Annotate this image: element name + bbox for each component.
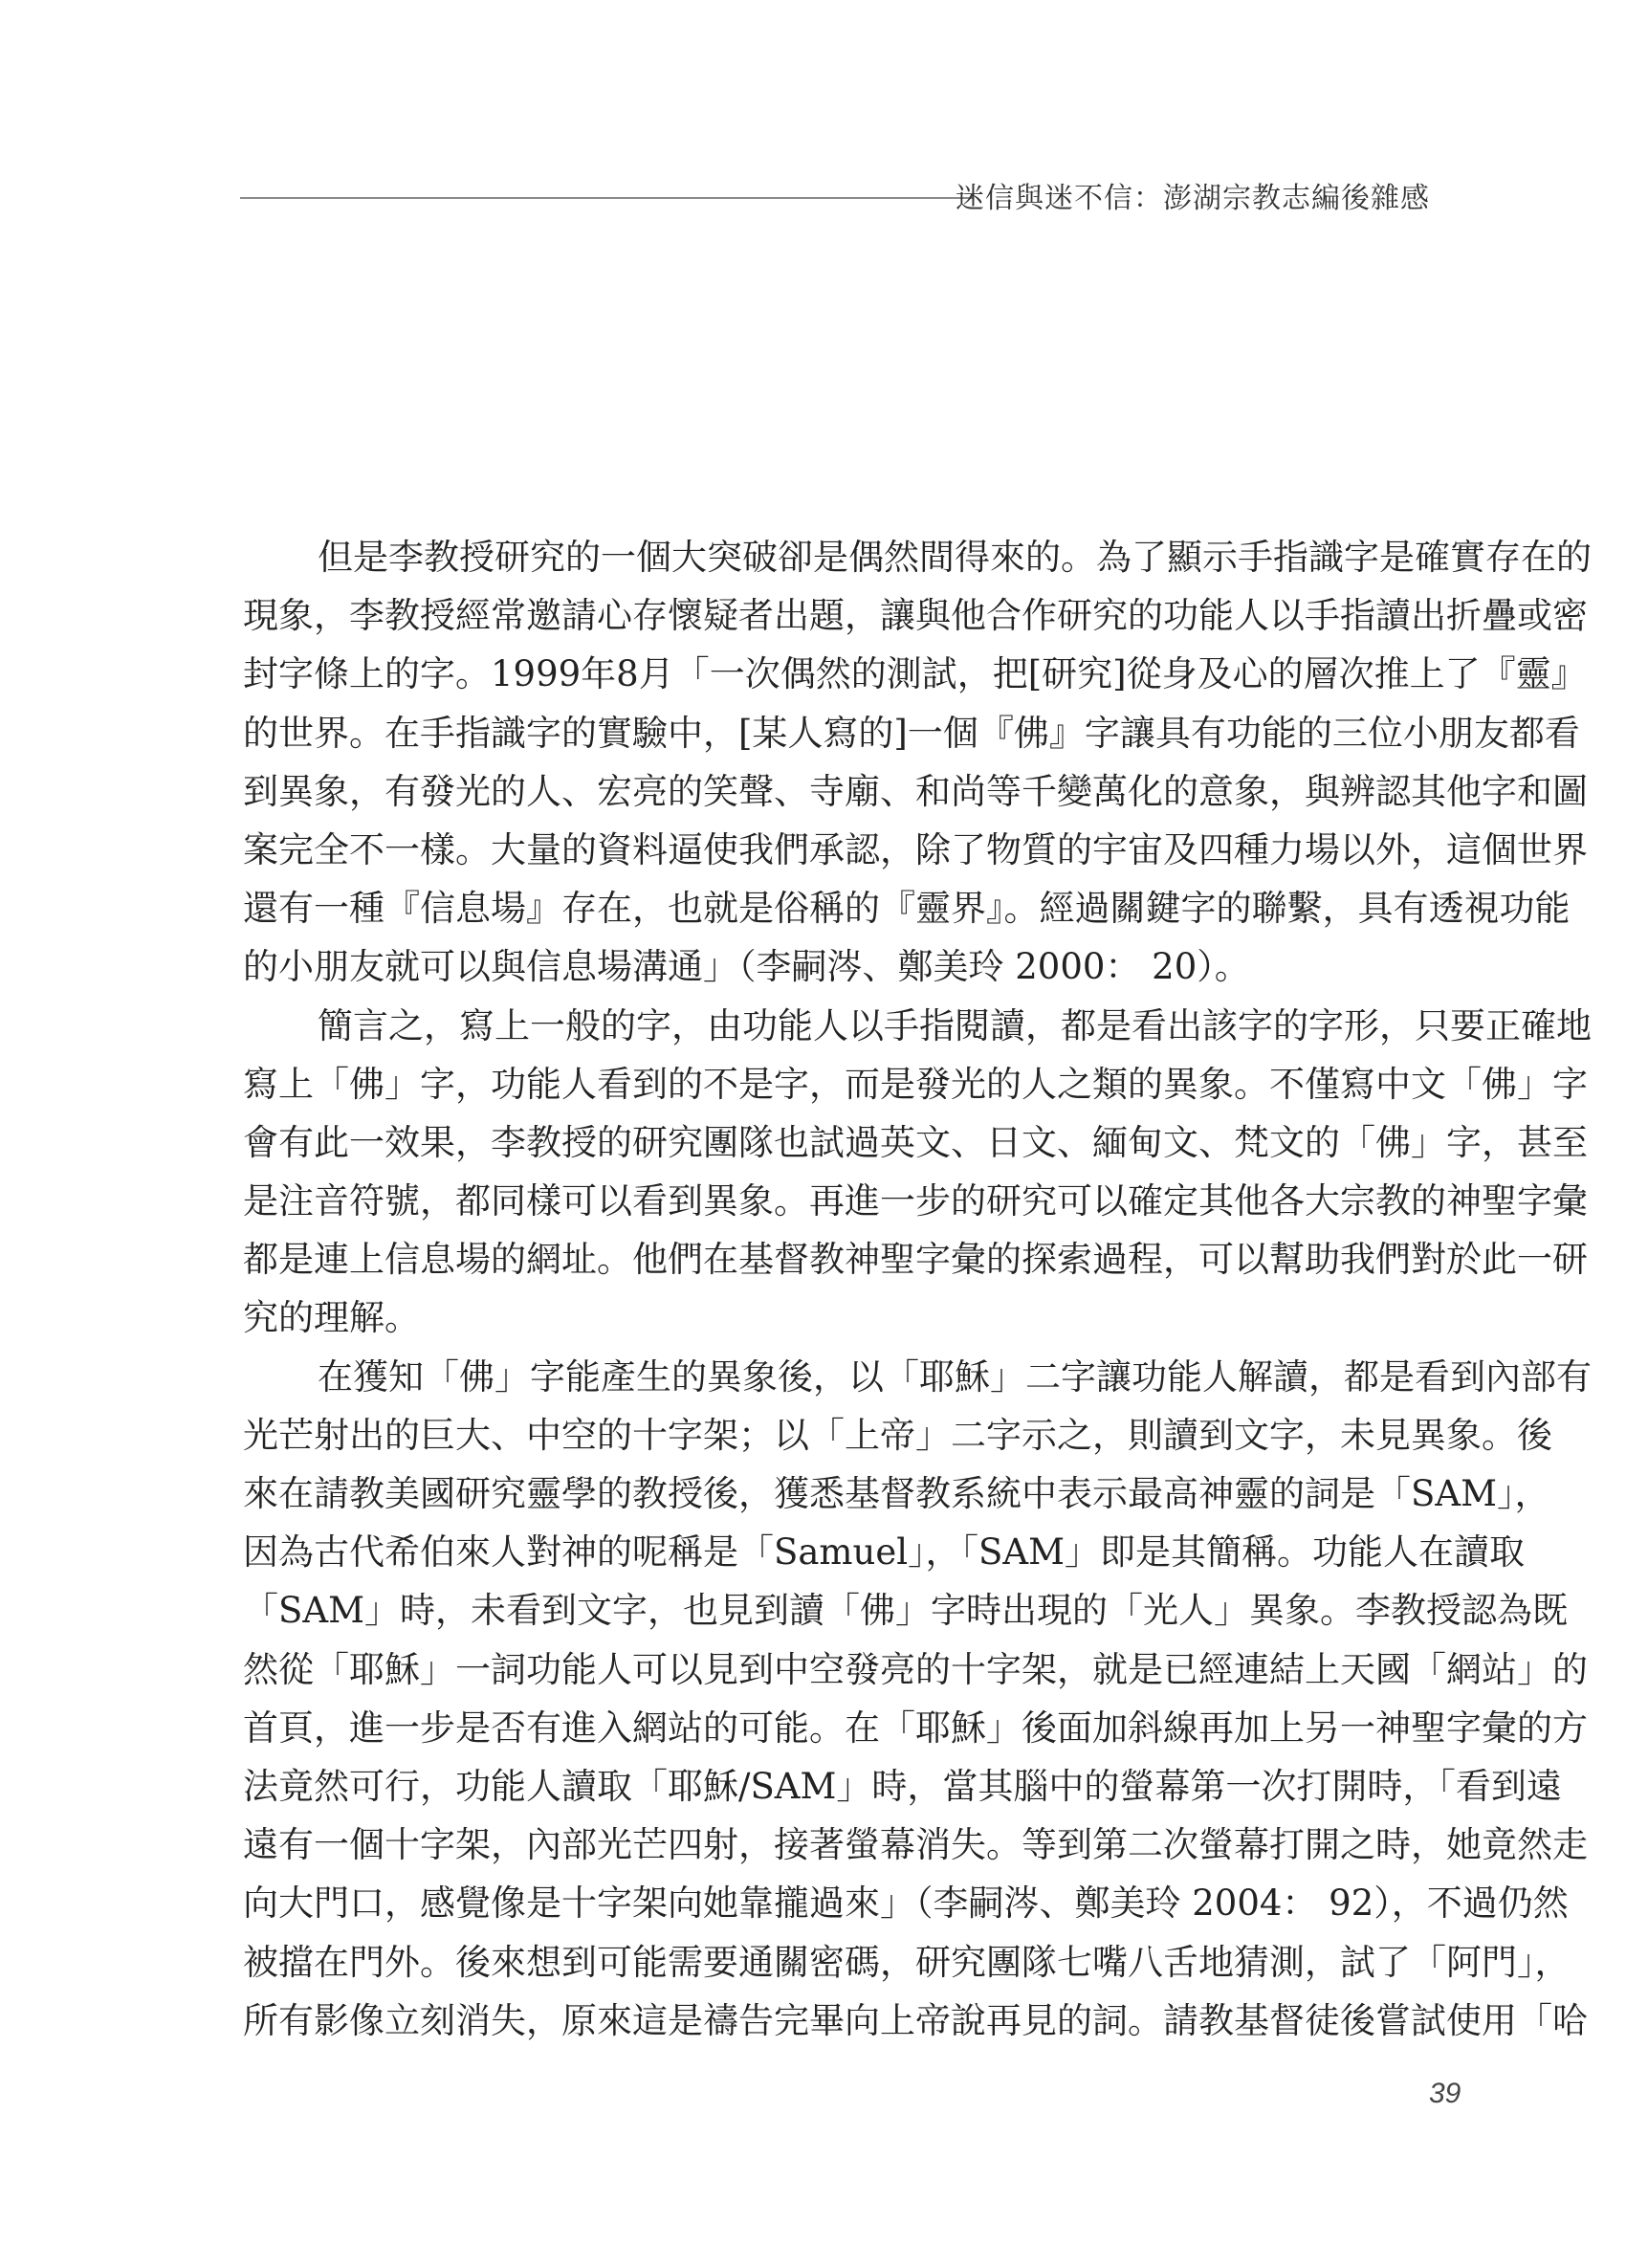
paragraph xyxy=(243,1348,1592,2050)
text-line: 是注音符號，都同樣可以看到異象。再進一步的研究可以確定其他各大宗教的神聖字彙 xyxy=(243,1180,1588,1222)
paragraph xyxy=(243,528,1592,997)
text-line: 法竟然可行，功能人讀取「耶穌/SAM」時，當其腦中的螢幕第一次打開時，「看到遠 xyxy=(243,1765,1562,1807)
text-line: 究的理解。 xyxy=(243,1297,420,1339)
text-line: 都是連上信息場的網址。他們在基督教神聖字彙的探索過程，可以幫助我們對於此一研 xyxy=(243,1239,1588,1281)
text-line: 首頁，進一步是否有進入網站的可能。在「耶穌」後面加斜線再加上另一神聖字彙的方 xyxy=(243,1707,1588,1749)
text-line: 現象，李教授經常邀請心存懷疑者出題，讓與他合作研究的功能人以手指讀出折疊或密 xyxy=(243,595,1588,637)
text-line: 還有一種『信息場』存在，也就是俗稱的『靈界』。經過關鍵字的聯繫，具有透視功能 xyxy=(243,888,1571,930)
text-line: 「SAM」時，未看到文字，也見到讀「佛」字時出現的「光人」異象。李教授認為既 xyxy=(243,1590,1568,1632)
running-title: 迷信與迷不信：澎湖宗教志編後雜感 xyxy=(956,182,1430,215)
text-line: 向大門口，感覺像是十字架向她靠攏過來」（李嗣涔、鄭美玲 2004： 92），不過仍然 xyxy=(243,1883,1569,1925)
text-line: 因為古代希伯來人對神的呢稱是「Samuel」，「SAM」即是其簡稱。功能人在讀取 xyxy=(243,1531,1526,1574)
text-line: 的小朋友就可以與信息場溝通」（李嗣涔、鄭美玲 2000： 20）。 xyxy=(243,946,1250,988)
text-line: 會有此一效果，李教授的研究團隊也試過英文、日文、緬甸文、梵文的「佛」字，甚至 xyxy=(243,1121,1588,1163)
text-line: 遠有一個十字架，內部光芒四射，接著螢幕消失。等到第二次螢幕打開之時，她竟然走 xyxy=(243,1824,1588,1866)
text-line: 然從「耶穌」一詞功能人可以見到中空發亮的十字架，就是已經連結上天國「網站」的 xyxy=(243,1648,1588,1690)
text-line: 到異象，有發光的人、宏亮的笑聲、寺廟、和尚等千變萬化的意象，與辨認其他字和圖 xyxy=(243,770,1588,812)
text-line: 所有影像立刻消失，原來這是禱告完畢向上帝說再見的詞。請教基督徒後嘗試使用「哈 xyxy=(243,1999,1588,2041)
text-line: 在獲知「佛」字能產生的異象後，以「耶穌」二字讓功能人解讀，都是看到內部有 xyxy=(318,1355,1592,1398)
paragraph xyxy=(243,997,1592,1348)
text-line: 來在請教美國研究靈學的教授後，獲悉基督教系統中表示最高神靈的詞是「SAM」， xyxy=(243,1473,1550,1514)
page-number: 39 xyxy=(1429,2078,1461,2109)
text-line: 寫上「佛」字，功能人看到的不是字，而是發光的人之類的異象。不僅寫中文「佛」字 xyxy=(243,1063,1588,1105)
text-line: 但是李教授研究的一個大突破卻是偶然間得來的。為了顯示手指識字是確實存在的 xyxy=(318,537,1592,578)
header-rule xyxy=(240,197,973,199)
text-line: 被擋在門外。後來想到可能需要通關密碼，研究團隊七嘴八舌地猜測，試了「阿門」， xyxy=(243,1941,1571,1983)
body-text xyxy=(243,528,1592,2050)
text-line: 簡言之，寫上一般的字，由功能人以手指閱讀，都是看出該字的字形，只要正確地 xyxy=(318,1004,1592,1046)
text-line: 的世界。在手指識字的實驗中，[某人寫的]一個『佛』字讓具有功能的三位小朋友都看 xyxy=(243,712,1580,754)
text-line: 封字條上的字。1999年8月「一次偶然的測試，把[研究]從身及心的層次推上了『靈』 xyxy=(243,653,1587,695)
text-line: 光芒射出的巨大、中空的十字架；以「上帝」二字示之，則讀到文字，未見異象。後 xyxy=(243,1414,1552,1456)
text-line: 案完全不一樣。大量的資料逼使我們承認，除了物質的宇宙及四種力場以外，這個世界 xyxy=(243,828,1588,870)
